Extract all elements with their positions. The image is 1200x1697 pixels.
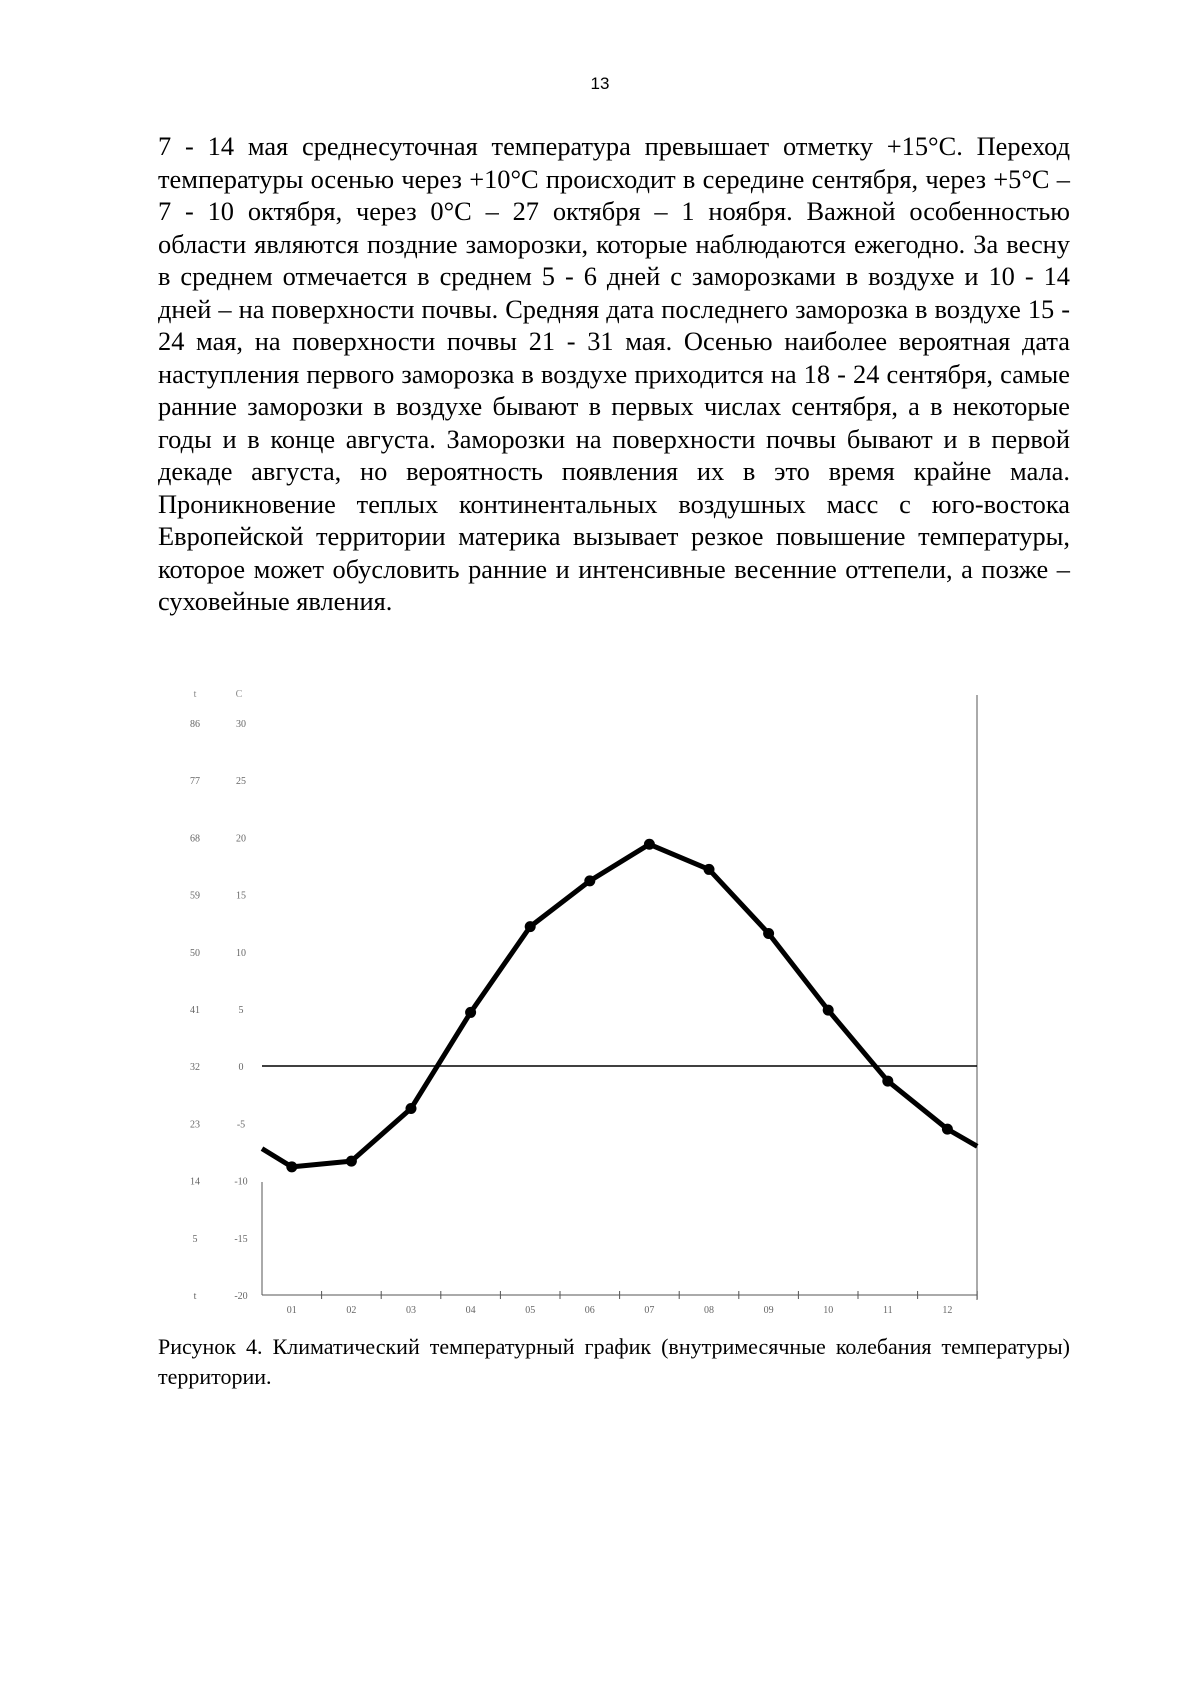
axis-head-right: C — [235, 689, 243, 700]
temperature-series-line — [262, 844, 977, 1167]
x-tick-label: 06 — [584, 1305, 595, 1316]
y-tick-label-celsius: -10 — [234, 1176, 248, 1188]
y-tick-label-celsius: 15 — [236, 890, 246, 902]
y-tick-label-left: 50 — [190, 947, 200, 959]
data-point — [286, 1161, 297, 1172]
page-number: 13 — [590, 74, 610, 93]
y-tick-label-left: 68 — [190, 833, 200, 845]
data-point — [465, 1007, 476, 1018]
x-tick-label: 07 — [644, 1305, 655, 1316]
data-point — [763, 928, 774, 939]
x-tick-label: 08 — [704, 1305, 714, 1316]
y-tick-label-celsius: 30 — [236, 719, 246, 730]
y-tick-label-left: 23 — [190, 1119, 200, 1131]
x-tick-label: 03 — [406, 1305, 416, 1316]
x-tick-label: 04 — [465, 1305, 476, 1316]
y-tick-label-celsius: 20 — [236, 833, 246, 845]
x-tick-label: 01 — [286, 1305, 297, 1316]
y-tick-label-celsius: 25 — [236, 776, 246, 788]
x-tick-label: 09 — [763, 1305, 774, 1316]
y-tick-label-left: 59 — [190, 890, 200, 902]
chart-axes — [262, 695, 977, 1300]
x-tick-label: 12 — [942, 1305, 953, 1316]
data-point — [942, 1124, 953, 1135]
y-tick-label-left: t — [193, 1291, 197, 1302]
data-point — [346, 1156, 357, 1167]
y-tick-label-celsius: -5 — [236, 1119, 246, 1131]
y-tick-label-celsius: 5 — [238, 1005, 244, 1016]
x-tick-label: 10 — [823, 1305, 834, 1316]
data-point — [584, 875, 595, 886]
body-paragraph: 7 - 14 мая среднесуточная температура превышает отметку +15°С. Переход температуры осенью через +10°С происходит в середине сентября, через +5°С – 7 - 10 октября, через 0°С – 27 октября – 1 ноября. Важной особенностью области являются поздние заморозки, которые наблюдаются ежегодно. За весну в среднем отмечается в среднем 5 - 6 дней с заморозками в воздухе и 10 - 14 дней – на поверхности почвы. Средняя дата последнего заморозка в воздухе 15 - 24 мая, на поверхности почвы 21 - 31 мая. Осенью наиболее вероятная дата наступления первого заморозка в воздухе приходится на 18 - 24 сентября, самые ранние заморозки в воздухе бывают в первых числах сентября, а в некоторые годы и в конце августа. Заморозки на поверхности почвы бывают и в первой декаде августа, но вероятность появления их в это время крайне мала. Проникновение теплых континентальных воздушных масс с юго-востока Европейской территории материка вызывает резкое повышение температуры, которое может обусловить ранние и интенсивные весенние оттепели, а позже – суховейные явления. — [158, 131, 1070, 616]
data-point — [823, 1005, 834, 1016]
figure-caption: Рисунок 4. Климатический температурный график (внутримесячные колебания температуры) территории. — [158, 1334, 1070, 1389]
x-tick-label: 02 — [346, 1305, 357, 1316]
y-tick-label-celsius: -15 — [234, 1233, 248, 1245]
data-point — [882, 1076, 893, 1087]
y-tick-label-left: 41 — [190, 1005, 200, 1016]
y-tick-label-left: 86 — [190, 719, 200, 730]
y-tick-label-celsius: -20 — [234, 1291, 248, 1302]
x-tick-label: 05 — [525, 1305, 536, 1316]
y-tick-label-left: 32 — [190, 1062, 200, 1074]
axis-head-left: t — [193, 689, 197, 700]
data-point — [406, 1103, 417, 1114]
data-point — [644, 839, 655, 850]
y-tick-label-celsius: 10 — [236, 947, 246, 959]
y-tick-label-left: 14 — [190, 1176, 200, 1188]
y-tick-label-celsius: 0 — [238, 1062, 244, 1074]
data-point — [525, 921, 536, 932]
y-tick-label-left: 77 — [190, 776, 200, 788]
x-tick-label: 11 — [882, 1305, 893, 1316]
y-tick-label-left: 5 — [192, 1233, 198, 1245]
data-point — [704, 864, 715, 875]
